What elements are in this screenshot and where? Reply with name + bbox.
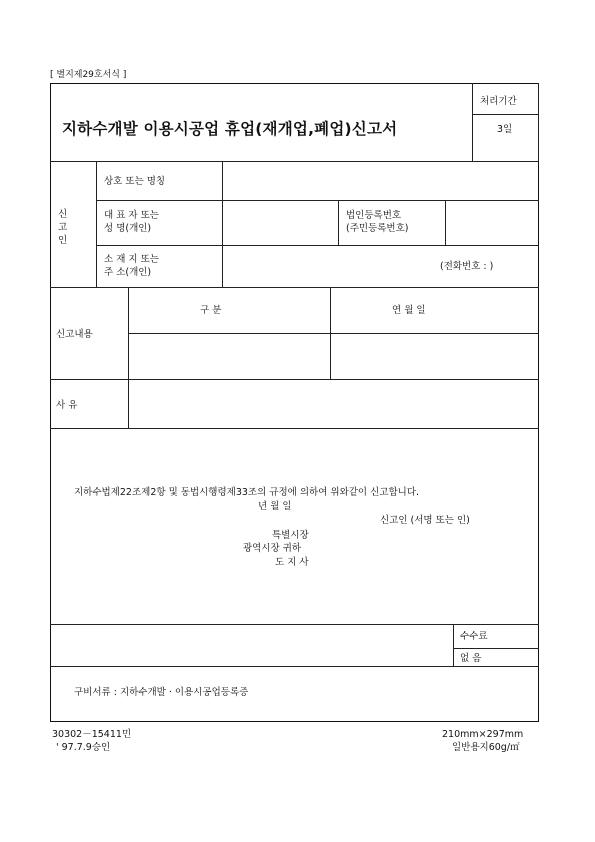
- divider: [50, 666, 539, 667]
- reason-label: 사 유: [56, 400, 78, 411]
- company-name-field[interactable]: [223, 162, 538, 199]
- date-header: 연 월 일: [392, 305, 426, 316]
- divider: [472, 114, 538, 115]
- footer-approval: ' 97.7.9승인: [56, 742, 111, 753]
- reporter-section-label-2: 고: [58, 222, 68, 233]
- processing-period-label: 처리기간: [480, 96, 517, 107]
- recipient-line2: 광역시장 귀하: [243, 543, 302, 554]
- category-field[interactable]: [129, 334, 329, 378]
- fee-value: 없 음: [460, 653, 482, 664]
- corp-reg-label-line2: (주민등록번호): [346, 223, 409, 234]
- divider: [472, 83, 473, 161]
- divider: [453, 624, 454, 666]
- corp-reg-label-line1: 법인등록번호: [346, 210, 402, 221]
- category-header: 구 분: [200, 305, 222, 316]
- footer-paper: 일반용지60g/㎡: [452, 742, 520, 753]
- divider: [50, 287, 539, 288]
- footer-size: 210mm×297mm: [442, 729, 524, 740]
- reporter-section-label-1: 신: [58, 209, 68, 220]
- divider: [50, 624, 539, 625]
- declaration-date: 년 월 일: [258, 501, 292, 512]
- divider: [50, 428, 539, 429]
- divider: [338, 200, 339, 245]
- corp-reg-field[interactable]: [446, 201, 538, 244]
- processing-period-value: 3일: [497, 124, 513, 135]
- address-label-line2: 주 소(개인): [104, 267, 152, 278]
- form-number: [ 별지제29호서식 ]: [50, 70, 127, 80]
- reporter-section-label-3: 인: [58, 235, 68, 246]
- divider: [96, 161, 97, 287]
- company-name-label: 상호 또는 명칭: [104, 176, 166, 187]
- recipient-line1: 특별시장: [272, 530, 309, 541]
- reporter-signature: 신고인 (서명 또는 인): [380, 515, 470, 526]
- declaration-text: 지하수법제22조제2항 및 동법시행령제33조의 규정에 의하여 위와같이 신고합니다.: [74, 487, 420, 498]
- representative-field[interactable]: [223, 201, 337, 244]
- reason-field[interactable]: [129, 380, 538, 427]
- report-content-label: 신고내용: [56, 329, 93, 340]
- address-label-line1: 소 재 지 또는: [104, 254, 159, 265]
- representative-label-line1: 대 표 자 또는: [104, 210, 159, 221]
- divider: [453, 648, 539, 649]
- required-documents: 구비서류 : 지하수개발 · 이용시공업등록증: [74, 687, 249, 698]
- divider: [538, 83, 539, 161]
- date-field[interactable]: [331, 334, 538, 378]
- page-title: 지하수개발 이용시공업 휴업(재개업,폐업)신고서: [62, 120, 398, 138]
- representative-label-line2: 성 명(개인): [104, 223, 152, 234]
- fee-label: 수수료: [460, 631, 488, 642]
- phone-label: (전화번호 : ): [440, 261, 494, 272]
- recipient-line3: 도 지 사: [275, 557, 309, 568]
- footer-code: 30302－15411민: [52, 729, 132, 740]
